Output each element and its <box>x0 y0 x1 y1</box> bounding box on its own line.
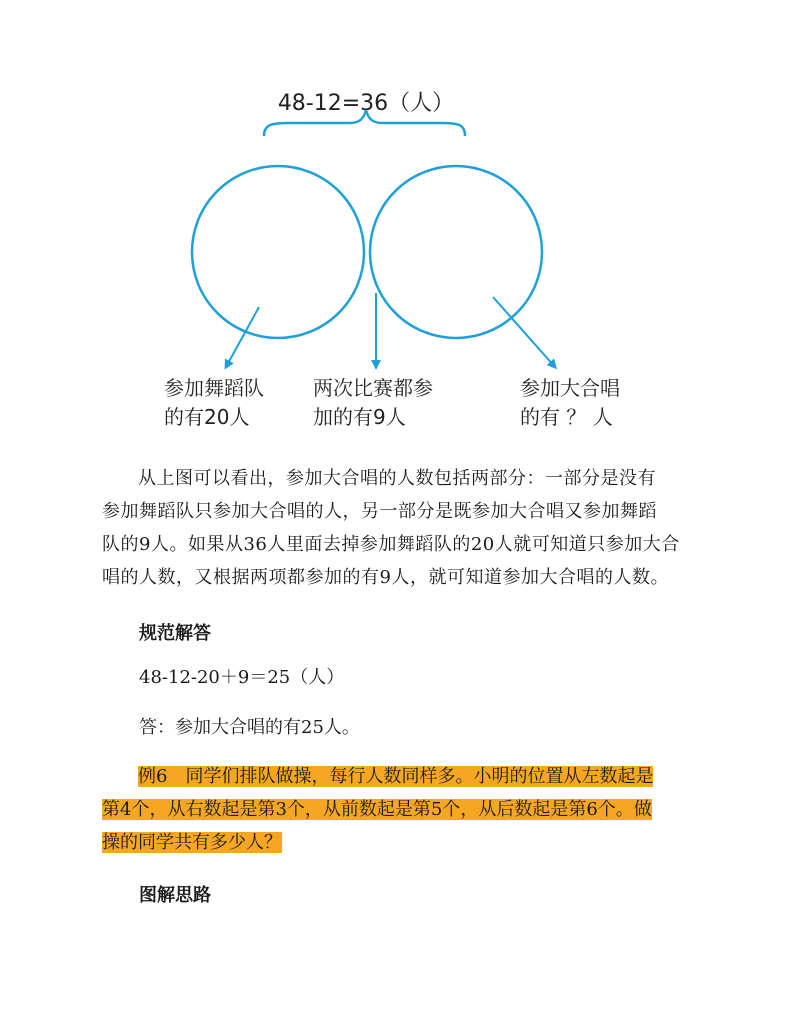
right-label-line2: 的有 ？ 人 <box>520 405 613 429</box>
chorus-circle <box>370 166 542 338</box>
venn-diagram <box>0 0 800 450</box>
diagram-thinking-heading: 图解思路 <box>139 885 211 906</box>
right-label-line1: 参加大合唱 <box>520 376 620 400</box>
example-line: 例6 同学们排队做操，每行人数同样多。小明的位置从左数起是 <box>138 766 654 787</box>
solution-heading: 规范解答 <box>139 623 211 644</box>
explanation-line: 参加舞蹈队只参加大合唱的人，另一部分是既参加大合唱又参加舞蹈 <box>102 501 657 522</box>
example-line: 第4个，从右数起是第3个，从前数起是第5个，从后数起是第6个。做 <box>102 799 652 820</box>
explanation-line: 队的9人。如果从36人里面去掉参加舞蹈队的20人就可知道只参加大合 <box>102 534 680 555</box>
explanation-line: 唱的人数，又根据两项都参加的有9人，就可知道参加大合唱的人数。 <box>102 567 669 588</box>
middle-label-line2: 加的有9人 <box>313 405 406 429</box>
left-label-line1: 参加舞蹈队 <box>164 376 264 400</box>
explanation-paragraph <box>102 462 702 594</box>
solution-answer: 答：参加大合唱的有25人。 <box>139 717 360 738</box>
middle-label-line1: 两次比赛都参 <box>313 376 433 400</box>
dance-team-circle <box>192 166 364 338</box>
example-line: 操的同学共有多少人？ <box>102 832 282 853</box>
solution-equation: 48-12-20＋9＝25（人） <box>139 667 345 688</box>
left-label-line2: 的有20人 <box>164 405 250 429</box>
explanation-line: 从上图可以看出，参加大合唱的人数包括两部分：一部分是没有 <box>138 468 656 489</box>
left-arrow <box>226 307 259 367</box>
example-6 <box>102 760 702 859</box>
brace-label: 48-12=36（人） <box>277 91 455 116</box>
right-arrow <box>493 297 555 367</box>
